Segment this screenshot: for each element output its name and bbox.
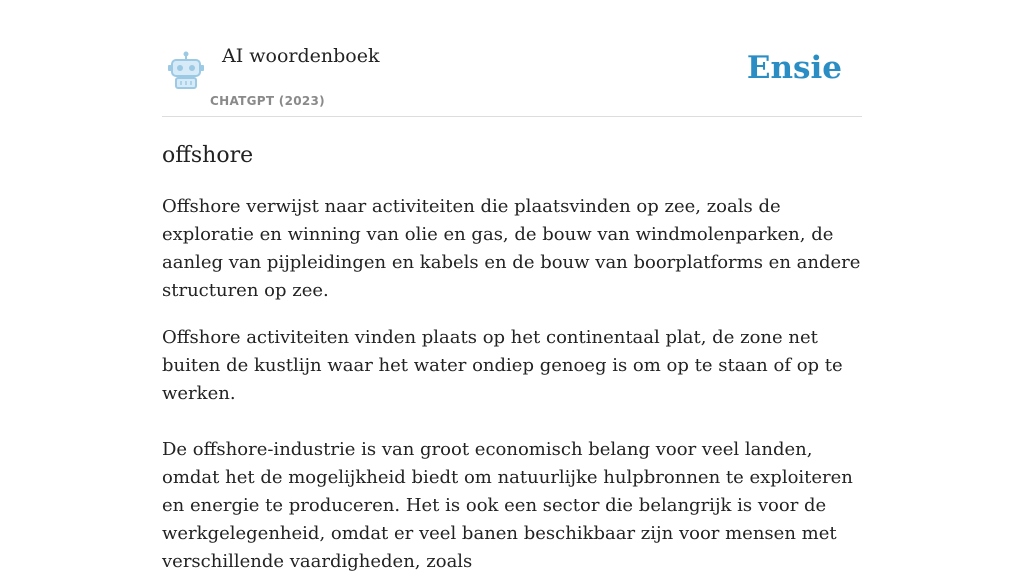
entry-word: offshore bbox=[162, 143, 254, 168]
entry-header bbox=[162, 0, 862, 117]
robot-icon bbox=[166, 50, 206, 90]
page-container bbox=[162, 0, 862, 576]
source-subtitle: CHATGPT (2023) bbox=[210, 94, 325, 108]
definition-paragraph: Offshore activiteiten vinden plaats op het continentaal plat, de zone net buiten de kustlijn waar het water ondiep genoeg is om op te staan of op te werken. bbox=[162, 327, 843, 404]
source-title[interactable]: AI woordenboek bbox=[222, 45, 380, 67]
brand-logo[interactable]: Ensie bbox=[746, 50, 842, 86]
definition-paragraph: Offshore verwijst naar activiteiten die plaatsvinden op zee, zoals de exploratie en winning van olie en gas, de bouw van windmolenparken, de aanleg van pijpleidingen en kabels en de bouw van boorplatforms en andere structuren op zee. bbox=[162, 196, 861, 301]
definition-paragraph: De offshore-industrie is van groot economisch belang voor veel landen, omdat het de mogelijkheid biedt om natuurlijke hulpbronnen te exploiteren en energie te produceren. Het is ook een sector die belangrijk is voor de werkgelegenheid, omdat er veel banen beschikbaar zijn voor mensen met verschillende vaardigheden, zoals bbox=[162, 439, 853, 572]
